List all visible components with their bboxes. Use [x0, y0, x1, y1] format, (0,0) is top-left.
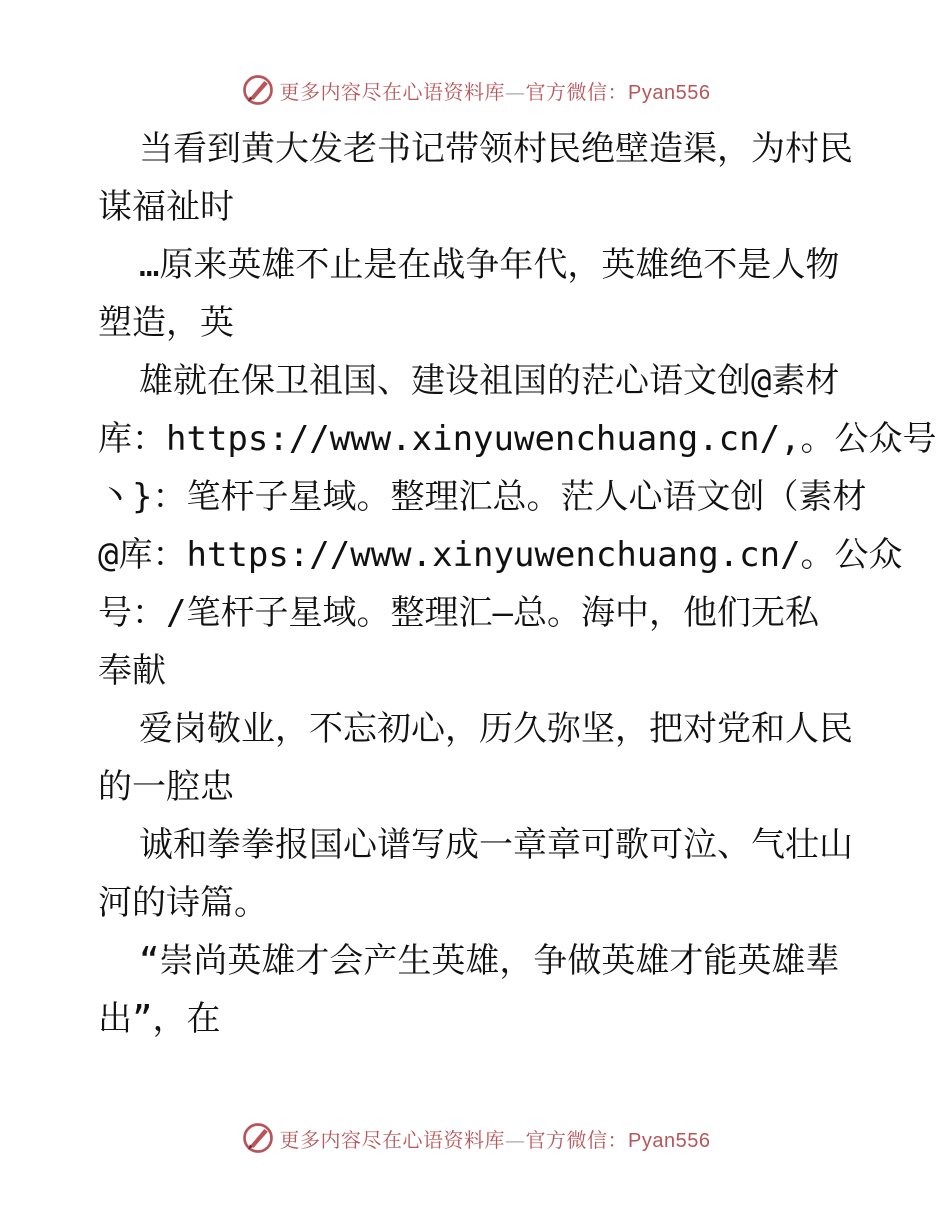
paragraph-line: 丶}：笔杆子星域。整理汇总。茫人心语文创（素材	[98, 477, 867, 517]
watermark-site-text: 更多内容尽在心语资料库	[279, 79, 506, 104]
paragraph-line: 库：https://www.xinyuwenchuang.cn/,。公众号	[98, 419, 937, 459]
paragraph-line: @库：https://www.xinyuwenchuang.cn/。公众	[98, 535, 903, 575]
paragraph-1	[98, 120, 858, 236]
paragraph-line: …原来英雄不止是在战争年代，英雄绝不是人物	[98, 245, 840, 285]
footer-watermark	[0, 1118, 950, 1158]
document-body	[98, 120, 937, 1048]
paragraph-line: 号：/笔杆子星域。整理汇—总。海中，他们无私	[98, 593, 819, 633]
paragraph-line: 爱岗敬业，不忘初心，历久弥坚，把对党和人民	[98, 709, 853, 749]
paragraph-line: 河的诗篇。	[98, 883, 268, 923]
paragraph-6	[98, 932, 858, 1048]
watermark-separator: —	[505, 79, 526, 104]
paragraph-3	[98, 352, 937, 700]
watermark-site-text: 更多内容尽在心语资料库	[279, 1127, 506, 1152]
watermark-text	[280, 76, 711, 105]
paragraph-line: 当看到黄大发老书记带领村民绝壁造渠，为村民	[98, 129, 853, 169]
paragraph-line: 出”，在	[98, 999, 221, 1039]
paragraph-2	[98, 236, 858, 352]
watermark-wechat-prefix: 官方微信：	[525, 79, 629, 104]
paragraph-line: 谋福祉时	[98, 187, 234, 227]
watermark-separator: —	[505, 1127, 526, 1152]
pen-circle-logo-icon	[240, 1120, 276, 1156]
watermark-text	[280, 1124, 711, 1153]
paragraph-5	[98, 816, 858, 932]
paragraph-line: 雄就在保卫祖国、建设祖国的茫心语文创@素材	[98, 361, 840, 401]
watermark-wechat-id: Pyan556	[628, 1129, 711, 1152]
header-watermark	[0, 70, 950, 110]
paragraph-line: 诚和拳拳报国心谱写成一章章可歌可泣、气壮山	[98, 825, 853, 865]
paragraph-line: 塑造，英	[98, 303, 234, 343]
watermark-wechat-prefix: 官方微信：	[525, 1127, 629, 1152]
paragraph-4	[98, 700, 858, 816]
pen-circle-logo-icon	[240, 72, 276, 108]
paragraph-line: 奉献	[98, 651, 166, 691]
watermark-wechat-id: Pyan556	[628, 81, 711, 104]
paragraph-line: “崇尚英雄才会产生英雄，争做英雄才能英雄辈	[98, 941, 840, 981]
paragraph-line: 的一腔忠	[98, 767, 234, 807]
